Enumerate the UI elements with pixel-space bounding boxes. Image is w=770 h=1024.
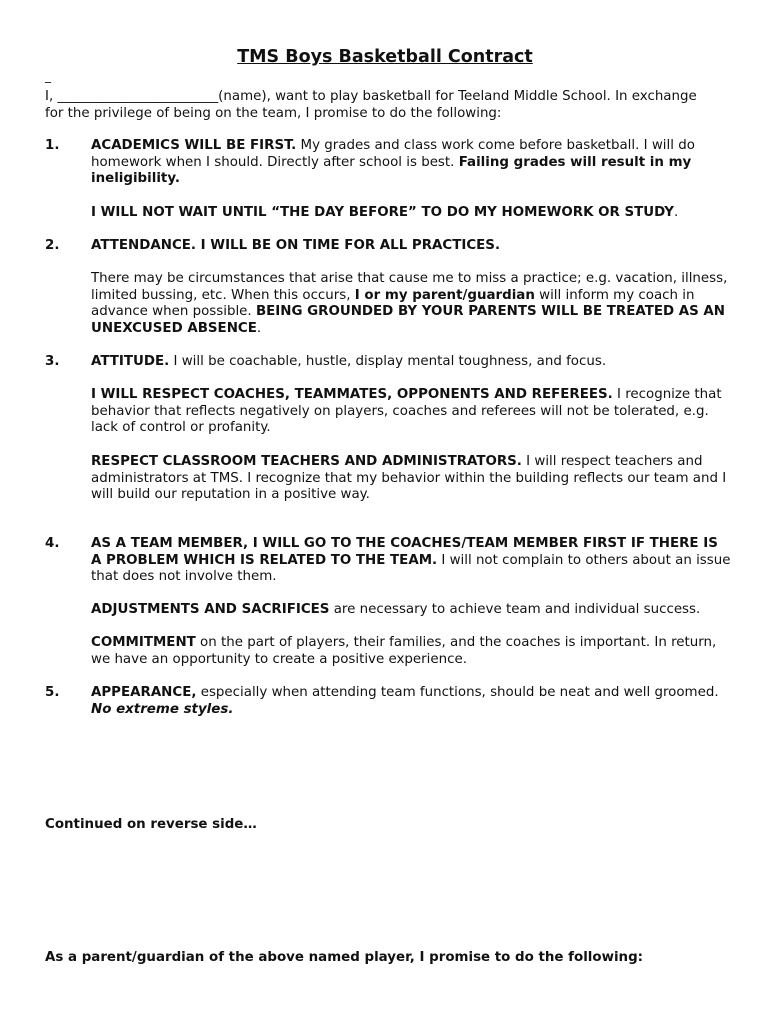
sub-bold-1: I or my parent/guardian bbox=[354, 287, 535, 303]
item-text bbox=[91, 536, 731, 586]
item-lead: ATTENDANCE. I WILL BE ON TIME FOR ALL PRACTICES. bbox=[91, 238, 501, 253]
sub-text: . bbox=[673, 205, 679, 220]
continued-note: Continued on reverse side… bbox=[45, 817, 257, 832]
item-number: 1. bbox=[45, 138, 60, 153]
sub-text-3: . bbox=[256, 320, 262, 336]
sub-paragraph-respect-coaches bbox=[91, 387, 731, 437]
sub-bold: I WILL RESPECT COACHES, TEAMMATES, OPPONENTS AND REFEREES. bbox=[91, 387, 613, 402]
sub-bold: I WILL NOT WAIT UNTIL “THE DAY BEFORE” TO DO MY HOMEWORK OR STUDY bbox=[91, 205, 674, 220]
item-number: 5. bbox=[45, 685, 60, 700]
sub-bold: COMMITMENT bbox=[91, 635, 196, 650]
sub-text: I will respect teachers and administrators at TMS. I recognize that my behavior within the building reflects our team and I will build our reputation in a positive way. bbox=[91, 454, 727, 502]
item-body: I will not complain to others about an issue that does not involve them. bbox=[91, 552, 731, 584]
sub-text: are necessary to achieve team and individual success. bbox=[329, 602, 701, 617]
sub-text-1: There may be circumstances that arise that cause me to miss a practice; e.g. vacation, illness, limited bussing, etc. When this occurs, bbox=[91, 271, 728, 303]
item-number: 2. bbox=[45, 238, 60, 253]
item-text bbox=[91, 238, 731, 255]
stray-underscore: _ bbox=[45, 69, 51, 83]
sub-text-2: will inform my coach in advance when possible. bbox=[91, 287, 695, 319]
name-blank: ________________________ bbox=[57, 89, 219, 104]
item-number: 3. bbox=[45, 354, 60, 369]
item-text bbox=[91, 138, 731, 188]
intro-line2: for the privilege of being on the team, I promise to do the following: bbox=[45, 105, 502, 121]
item-lead: ACADEMICS WILL BE FIRST. bbox=[91, 138, 297, 153]
sub-paragraph-respect-teachers bbox=[91, 454, 731, 504]
sub-text: on the part of players, their families, and the coaches is important. In return, we have an opportunity to create a positive experience. bbox=[91, 635, 717, 667]
item-bold-italic: No extreme styles. bbox=[91, 701, 234, 717]
item-lead: APPEARANCE, bbox=[91, 685, 197, 700]
sub-bold-2: BEING GROUNDED BY YOUR PARENTS WILL BE TREATED AS AN UNEXCUSED ABSENCE bbox=[91, 304, 725, 336]
intro-paragraph bbox=[45, 89, 735, 122]
item-text bbox=[91, 354, 731, 371]
item-number: 4. bbox=[45, 536, 60, 551]
item-body: especially when attending team functions, should be neat and well groomed. bbox=[196, 685, 719, 700]
item-body: My grades and class work come before basketball. I will do homework when I should. Directly after school is best. bbox=[91, 138, 695, 170]
sub-paragraph-absence bbox=[91, 271, 731, 337]
sub-paragraph-commitment bbox=[91, 635, 731, 668]
sub-bold: ADJUSTMENTS AND SACRIFICES bbox=[91, 602, 330, 617]
sub-bold: RESPECT CLASSROOM TEACHERS AND ADMINISTRATORS. bbox=[91, 454, 522, 469]
item-text bbox=[91, 685, 731, 718]
item-body: I will be coachable, hustle, display mental toughness, and focus. bbox=[169, 354, 607, 369]
item-lead: AS A TEAM MEMBER, I WILL GO TO THE COACHES/TEAM MEMBER FIRST IF THERE IS A PROBLEM WHICH IS RELATED TO THE TEAM. bbox=[91, 536, 718, 568]
sub-text: I recognize that behavior that reflects negatively on players, coaches and referees will not be tolerated, e.g. lack of control or profanity. bbox=[91, 387, 722, 435]
intro-line1: (name), want to play basketball for Teeland Middle School. In exchange bbox=[218, 89, 697, 104]
sub-paragraph-adjustments bbox=[91, 602, 731, 619]
intro-prefix: I, bbox=[45, 89, 58, 104]
page-title: TMS Boys Basketball Contract bbox=[237, 47, 533, 67]
sub-paragraph-homework bbox=[91, 205, 731, 222]
item-bold-tail: Failing grades will result in my ineligibility. bbox=[91, 154, 692, 186]
parent-heading: As a parent/guardian of the above named player, I promise to do the following: bbox=[45, 950, 644, 965]
item-lead: ATTITUDE. bbox=[91, 354, 170, 369]
